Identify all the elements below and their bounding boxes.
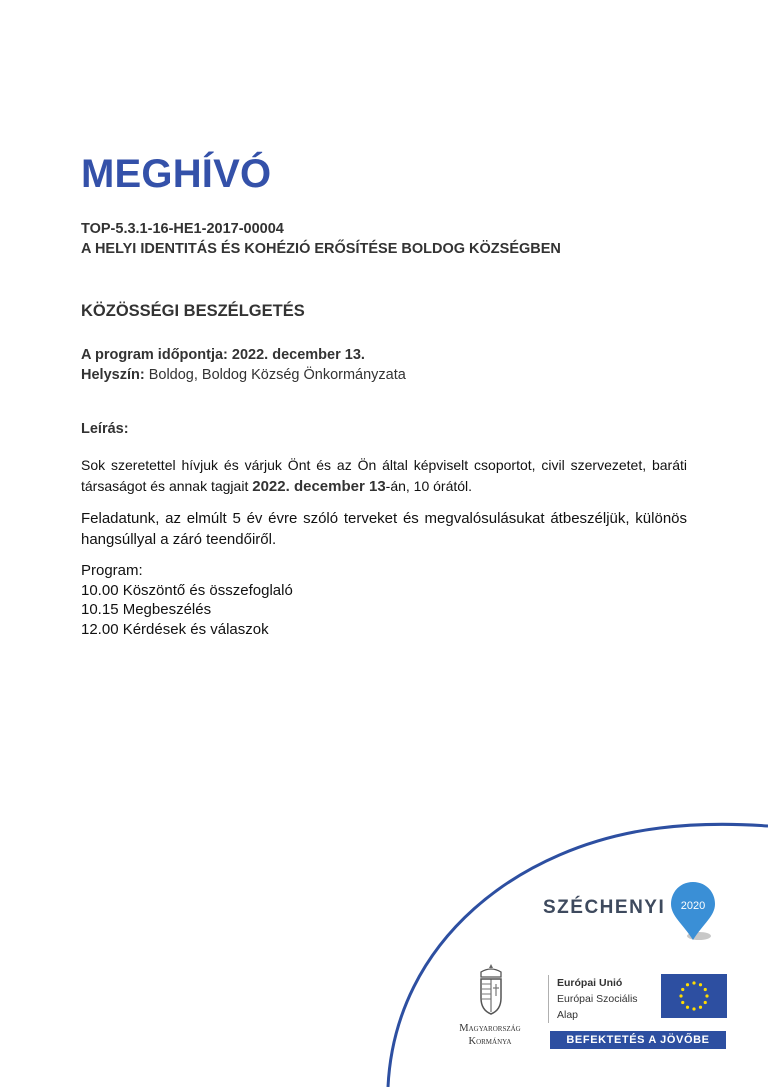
szechenyi-year: 2020 xyxy=(680,900,706,912)
para1-text-after: -án, 10 órától. xyxy=(385,478,473,494)
eu-star xyxy=(686,1006,689,1009)
event-title: KÖZÖSSÉGI BESZÉLGETÉS xyxy=(81,302,305,320)
location-value: Boldog, Boldog Község Önkormányzata xyxy=(148,367,406,383)
coat-of-arms-icon xyxy=(475,962,507,1020)
eu-star xyxy=(692,1007,695,1010)
program-item: 10.00 Köszöntő és összefoglaló xyxy=(81,581,293,599)
eu-divider xyxy=(548,975,549,1023)
szechenyi-logo-text: SZÉCHENYI xyxy=(543,897,666,918)
description-label: Leírás: xyxy=(81,421,129,437)
eu-flag-icon xyxy=(661,974,727,1018)
date-label: A program időpontja: xyxy=(81,347,228,363)
eu-line-2: Európai Szociális xyxy=(557,993,638,1005)
para1-date: 2022. december 13 xyxy=(252,478,386,495)
location-label: Helyszín: xyxy=(81,367,145,383)
project-name: A HELYI IDENTITÁS ÉS KOHÉZIÓ ERŐSÍTÉSE BOLDOG KÖZSÉGBEN xyxy=(81,241,561,257)
para1-text-before: Sok szeretettel hívjuk és várjuk Önt és az Ön által képviselt csoportot, civil szervezetet, baráti társaságot és annak tagjait xyxy=(81,457,687,494)
government-line-2: Kormánya xyxy=(468,1036,512,1047)
government-logo-text xyxy=(445,1022,535,1048)
eu-logo-text xyxy=(557,975,638,1023)
eu-line-3: Alap xyxy=(557,1009,579,1021)
eu-star xyxy=(681,1001,684,1004)
eu-star xyxy=(705,994,708,997)
description-paragraph-2: Feladatunk, az elmúlt 5 év évre szóló terveket és megvalósulásukat átbeszéljük, különös hangsúllyal a záró teendőiről. xyxy=(81,510,687,548)
eu-star xyxy=(681,988,684,991)
eu-star xyxy=(686,983,689,986)
program-item: 10.15 Megbeszélés xyxy=(81,601,212,618)
government-line-1: Magyarország xyxy=(459,1023,521,1034)
eu-star xyxy=(704,988,707,991)
eu-line-1: Európai Unió xyxy=(557,977,623,989)
eu-star xyxy=(692,981,695,984)
eu-star xyxy=(699,1006,702,1009)
program-item: 12.00 Kérdések és válaszok xyxy=(81,620,269,638)
program-heading: Program: xyxy=(81,562,143,579)
date-value: 2022. december 13. xyxy=(231,347,365,363)
eu-star xyxy=(679,994,682,997)
eu-star xyxy=(704,1001,707,1004)
eu-star xyxy=(699,983,702,986)
project-code: TOP-5.3.1-16-HE1-2017-00004 xyxy=(81,221,284,237)
invitation-title: MEGHÍVÓ xyxy=(81,152,272,196)
szechenyi-pin-icon xyxy=(669,880,717,944)
invest-banner: BEFEKTETÉS A JÖVŐBE xyxy=(550,1031,726,1049)
